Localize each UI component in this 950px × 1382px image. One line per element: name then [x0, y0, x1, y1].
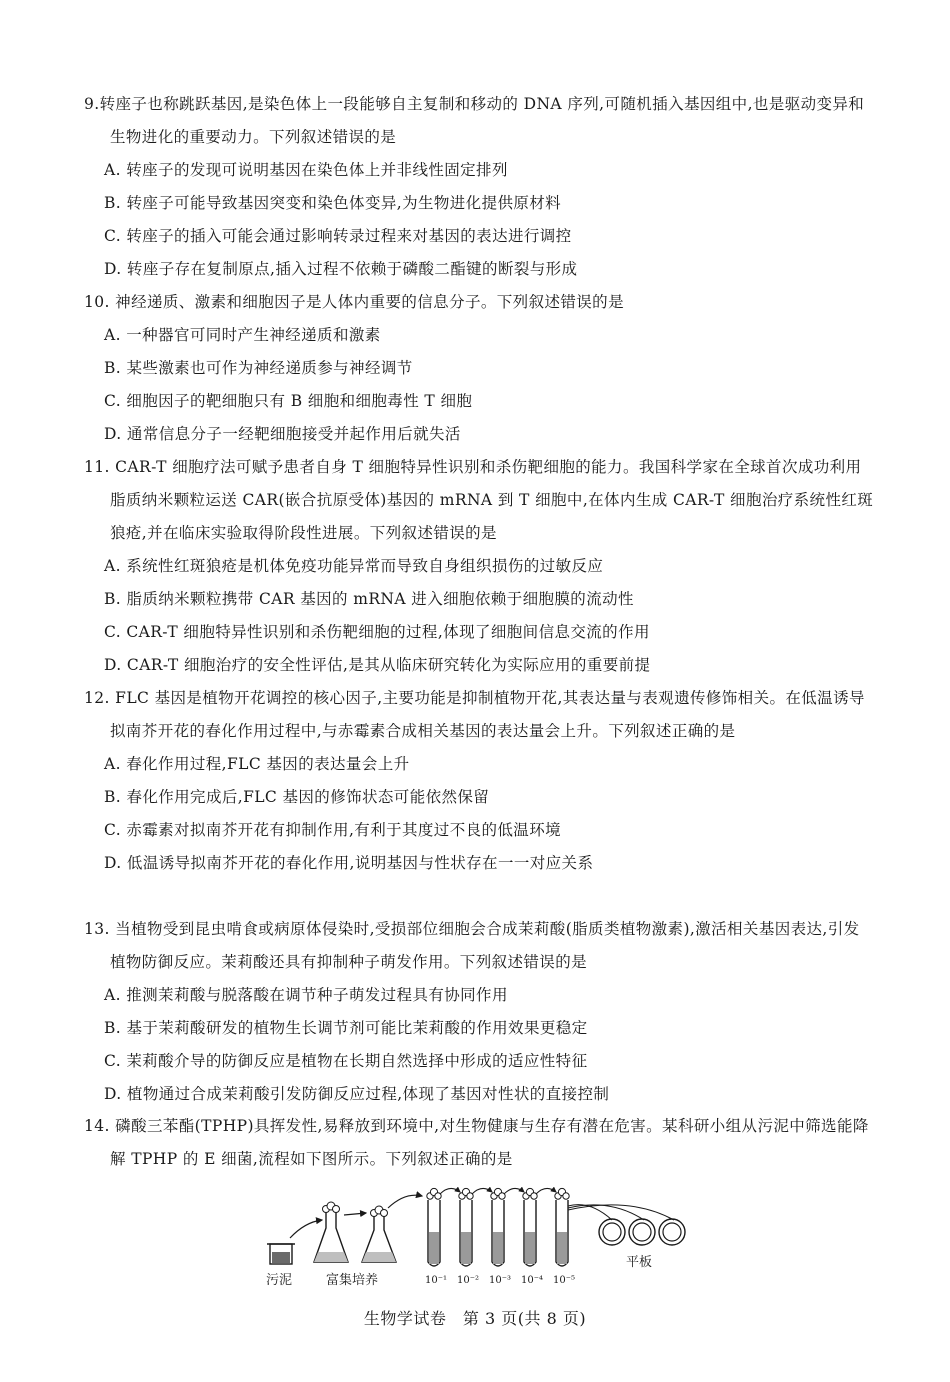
- question-10: [84, 286, 874, 451]
- arrow-icon: [344, 1213, 366, 1215]
- option-c: C. 赤霉素对拟南芥开花有抑制作用,有利于其度过不良的低温环境: [104, 821, 561, 839]
- option-b: B. 脂质纳米颗粒携带 CAR 基因的 mRNA 进入细胞依赖于细胞膜的流动性: [104, 590, 634, 608]
- enrichment-label: 富集培养: [326, 1273, 379, 1288]
- arrow-icon: [388, 1195, 422, 1208]
- option-b: B. 春化作用完成后,FLC 基因的修饰状态可能依然保留: [104, 788, 490, 806]
- arrow-icon: [504, 1188, 524, 1194]
- enrichment-flask-icon: [314, 1202, 348, 1262]
- enrichment-flask-icon: [362, 1206, 396, 1262]
- option-c: C. CAR-T 细胞特异性识别和杀伤靶细胞的过程,体现了细胞间信息交流的作用: [104, 623, 650, 641]
- petri-plate-icon: [629, 1219, 655, 1245]
- petri-plates: [599, 1219, 685, 1245]
- arrow-icon: [290, 1220, 322, 1238]
- question-11: [84, 451, 874, 682]
- dilution-label: 10⁻³: [489, 1275, 512, 1286]
- question-stem: 10. 神经递质、激素和细胞因子是人体内重要的信息分子。下列叙述错误的是: [84, 293, 624, 311]
- test-tube-icon: [555, 1188, 569, 1266]
- petri-plate-icon: [599, 1219, 625, 1245]
- question-9: [84, 88, 874, 286]
- arrow-icon: [440, 1188, 460, 1194]
- question-stem: 12. FLC 基因是植物开花调控的核心因子,主要功能是抑制植物开花,其表达量与表观遗传修饰相关。在低温诱导拟南芥开花的春化作用过程中,与赤霉素合成相关基因的表达量会上升。下列叙述正确的是: [84, 689, 865, 740]
- option-b: B. 基于茉莉酸研发的植物生长调节剂可能比茉莉酸的作用效果更稳定: [104, 1019, 588, 1037]
- option-d: D. 通常信息分子一经靶细胞接受并起作用后就失活: [104, 425, 461, 443]
- sludge-beaker-icon: [267, 1244, 295, 1264]
- arrow-icon: [568, 1205, 674, 1220]
- page-footer: 生物学试卷 第 3 页(共 8 页): [363, 1309, 587, 1328]
- option-c: C. 细胞因子的靶细胞只有 B 细胞和细胞毒性 T 细胞: [104, 392, 473, 410]
- plate-label: 平板: [626, 1255, 653, 1270]
- question-stem: 13. 当植物受到昆虫啃食或病原体侵染时,受损部位细胞会合成茉莉酸(脂质类植物激素),激活相关基因表达,引发植物防御反应。茉莉酸还具有抑制种子萌发作用。下列叙述错误的是: [84, 920, 860, 971]
- arrow-icon: [472, 1188, 492, 1194]
- arrow-icon: [568, 1205, 644, 1220]
- question-13: [84, 913, 874, 1111]
- option-a: A. 一种器官可同时产生神经递质和激素: [104, 326, 381, 344]
- dilution-label: 10⁻⁵: [553, 1275, 576, 1286]
- test-tube-icon: [523, 1188, 537, 1266]
- dilution-label: 10⁻⁴: [521, 1275, 544, 1286]
- option-b: B. 某些激素也可作为神经递质参与神经调节: [104, 359, 413, 377]
- question-stem: 14. 磷酸三苯酯(TPHP)具挥发性,易释放到环境中,对生物健康与生存有潜在危害。某科研小组从污泥中筛选能降解 TPHP 的 E 细菌,流程如下图所示。下列叙述正确的是: [84, 1117, 869, 1168]
- question-stem: 11. CAR-T 细胞疗法可赋予患者自身 T 细胞特异性识别和杀伤靶细胞的能力。我国科学家在全球首次成功利用脂质纳米颗粒运送 CAR(嵌合抗原受体)基因的 mRNA 到 T 细胞中,在体内生成 CAR-T 细胞治疗系统性红斑狼疮,并在临床实验取得阶段性进展。下列叙述错误的是: [84, 458, 874, 542]
- option-c: C. 转座子的插入可能会通过影响转录过程来对基因的表达进行调控: [104, 227, 572, 245]
- test-tube-icon: [427, 1188, 441, 1266]
- sludge-label: 污泥: [266, 1273, 293, 1288]
- dilution-tubes: [427, 1188, 569, 1266]
- question-14: [84, 1110, 874, 1176]
- option-a: A. 转座子的发现可说明基因在染色体上并非线性固定排列: [104, 161, 508, 179]
- option-d: D. 低温诱导拟南芥开花的春化作用,说明基因与性状存在一一对应关系: [104, 854, 594, 872]
- dilution-label: 10⁻¹: [425, 1275, 448, 1286]
- option-d: D. 植物通过合成茉莉酸引发防御反应过程,体现了基因对性状的直接控制: [104, 1085, 610, 1103]
- question-12: [84, 682, 874, 880]
- option-d: D. 转座子存在复制原点,插入过程不依赖于磷酸二酯键的断裂与形成: [104, 260, 578, 278]
- petri-plate-icon: [659, 1219, 685, 1245]
- option-a: A. 春化作用过程,FLC 基因的表达量会上升: [104, 755, 410, 773]
- option-a: A. 系统性红斑狼疮是机体免疫功能异常而导致自身组织损伤的过敏反应: [104, 557, 604, 575]
- test-tube-icon: [491, 1188, 505, 1266]
- option-c: C. 茉莉酸介导的防御反应是植物在长期自然选择中形成的适应性特征: [104, 1052, 588, 1070]
- dilution-label: 10⁻²: [457, 1275, 480, 1286]
- option-d: D. CAR-T 细胞治疗的安全性评估,是其从临床研究转化为实际应用的重要前提: [104, 656, 651, 674]
- question-stem: 9.转座子也称跳跃基因,是染色体上一段能够自主复制和移动的 DNA 序列,可随机插入基因组中,也是驱动变异和生物进化的重要动力。下列叙述错误的是: [84, 95, 865, 146]
- arrow-icon: [536, 1188, 556, 1194]
- option-a: A. 推测茉莉酸与脱落酸在调节种子萌发过程具有协同作用: [104, 986, 508, 1004]
- screening-flow-diagram: [260, 1180, 700, 1290]
- flow-diagram-svg: [260, 1180, 700, 1290]
- option-b: B. 转座子可能导致基因突变和染色体变异,为生物进化提供原材料: [104, 194, 562, 212]
- test-tube-icon: [459, 1188, 473, 1266]
